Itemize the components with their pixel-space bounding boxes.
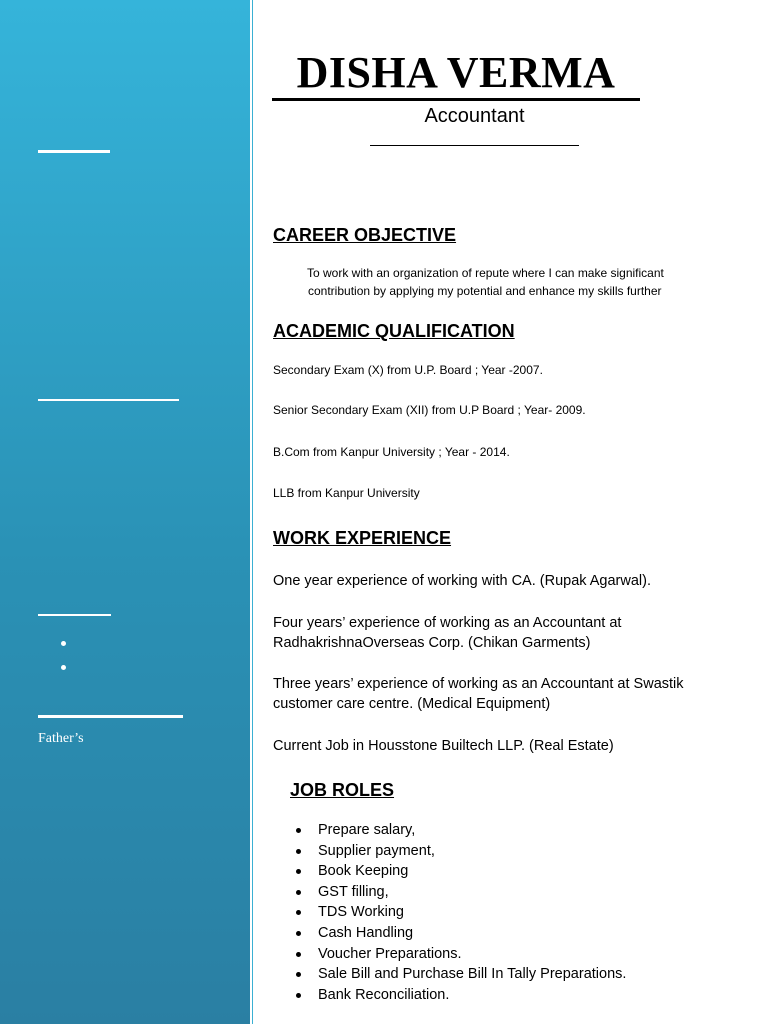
- sidebar-rule: [38, 715, 183, 718]
- list-item: [296, 882, 626, 903]
- job-roles-heading: JOB ROLES: [290, 780, 395, 800]
- bullet-icon: [296, 828, 301, 833]
- list-item: [296, 985, 626, 1006]
- list-item: [296, 923, 626, 944]
- bullet-icon: [296, 849, 301, 854]
- work-experience-item: Current Job in Housstone Builtech LLP. (Real Estate): [273, 738, 614, 754]
- academic-item: B.Com from Kanpur University ; Year - 2014.: [273, 445, 510, 459]
- career-objective-heading: CAREER OBJECTIVE: [273, 225, 457, 245]
- academic-item: LLB from Kanpur University: [273, 486, 420, 500]
- list-item: [296, 964, 626, 985]
- job-role-text: Sale Bill and Purchase Bill In Tally Preparations.: [318, 966, 627, 983]
- career-objective-line: To work with an organization of repute where I can make significant: [307, 266, 664, 280]
- job-role-text: TDS Working: [318, 904, 404, 921]
- bullet-icon: [296, 952, 301, 957]
- sidebar-edge-line: [252, 0, 253, 1024]
- job-role-text: Bank Reconciliation.: [318, 986, 450, 1003]
- bullet-icon: [296, 931, 301, 936]
- bullet-icon: [296, 890, 301, 895]
- list-item: [296, 861, 626, 882]
- job-title: Accountant: [424, 105, 525, 127]
- job-roles-list: [296, 820, 626, 1005]
- career-objective-line: contribution by applying my potential and enhance my skills further: [308, 284, 662, 298]
- title-underline: [370, 145, 579, 146]
- work-experience-heading: WORK EXPERIENCE: [273, 528, 452, 548]
- job-role-text: Book Keeping: [318, 863, 409, 880]
- list-item: [296, 841, 626, 862]
- bullet-icon: [296, 993, 301, 998]
- job-role-text: Voucher Preparations.: [318, 945, 462, 962]
- sidebar-panel: [0, 0, 250, 1024]
- list-item: [296, 902, 626, 923]
- sidebar-rule: [38, 399, 179, 401]
- academic-item: Secondary Exam (X) from U.P. Board ; Year -2007.: [273, 363, 543, 377]
- list-item: [296, 944, 626, 965]
- work-experience-item: One year experience of working with CA. (Rupak Agarwal).: [273, 573, 651, 589]
- sidebar-bullet: [61, 641, 66, 646]
- fathers-label: Father’s: [38, 731, 84, 746]
- job-role-text: Supplier payment,: [318, 842, 435, 859]
- bullet-icon: [296, 869, 301, 874]
- academic-heading: ACADEMIC QUALIFICATION: [273, 321, 515, 341]
- job-role-text: Prepare salary,: [318, 822, 416, 838]
- academic-item: Senior Secondary Exam (XII) from U.P Board ; Year- 2009.: [273, 403, 586, 417]
- sidebar-bullet: [61, 665, 66, 670]
- bullet-icon: [296, 972, 301, 977]
- sidebar-rule: [38, 614, 111, 616]
- list-item: [296, 820, 626, 841]
- bullet-icon: [296, 910, 301, 915]
- work-experience-item: Four years’ experience of working as an Accountant at RadhakrishnaOverseas Corp. (Chikan Garments): [273, 615, 622, 651]
- sidebar-rule: [38, 150, 110, 153]
- candidate-name: DISHA VERMA: [272, 48, 640, 101]
- job-role-text: GST filling,: [318, 883, 389, 900]
- job-role-text: Cash Handling: [318, 924, 414, 941]
- work-experience-item: Three years’ experience of working as an Accountant at Swastik customer care centre. (Medical Equipment): [273, 676, 684, 712]
